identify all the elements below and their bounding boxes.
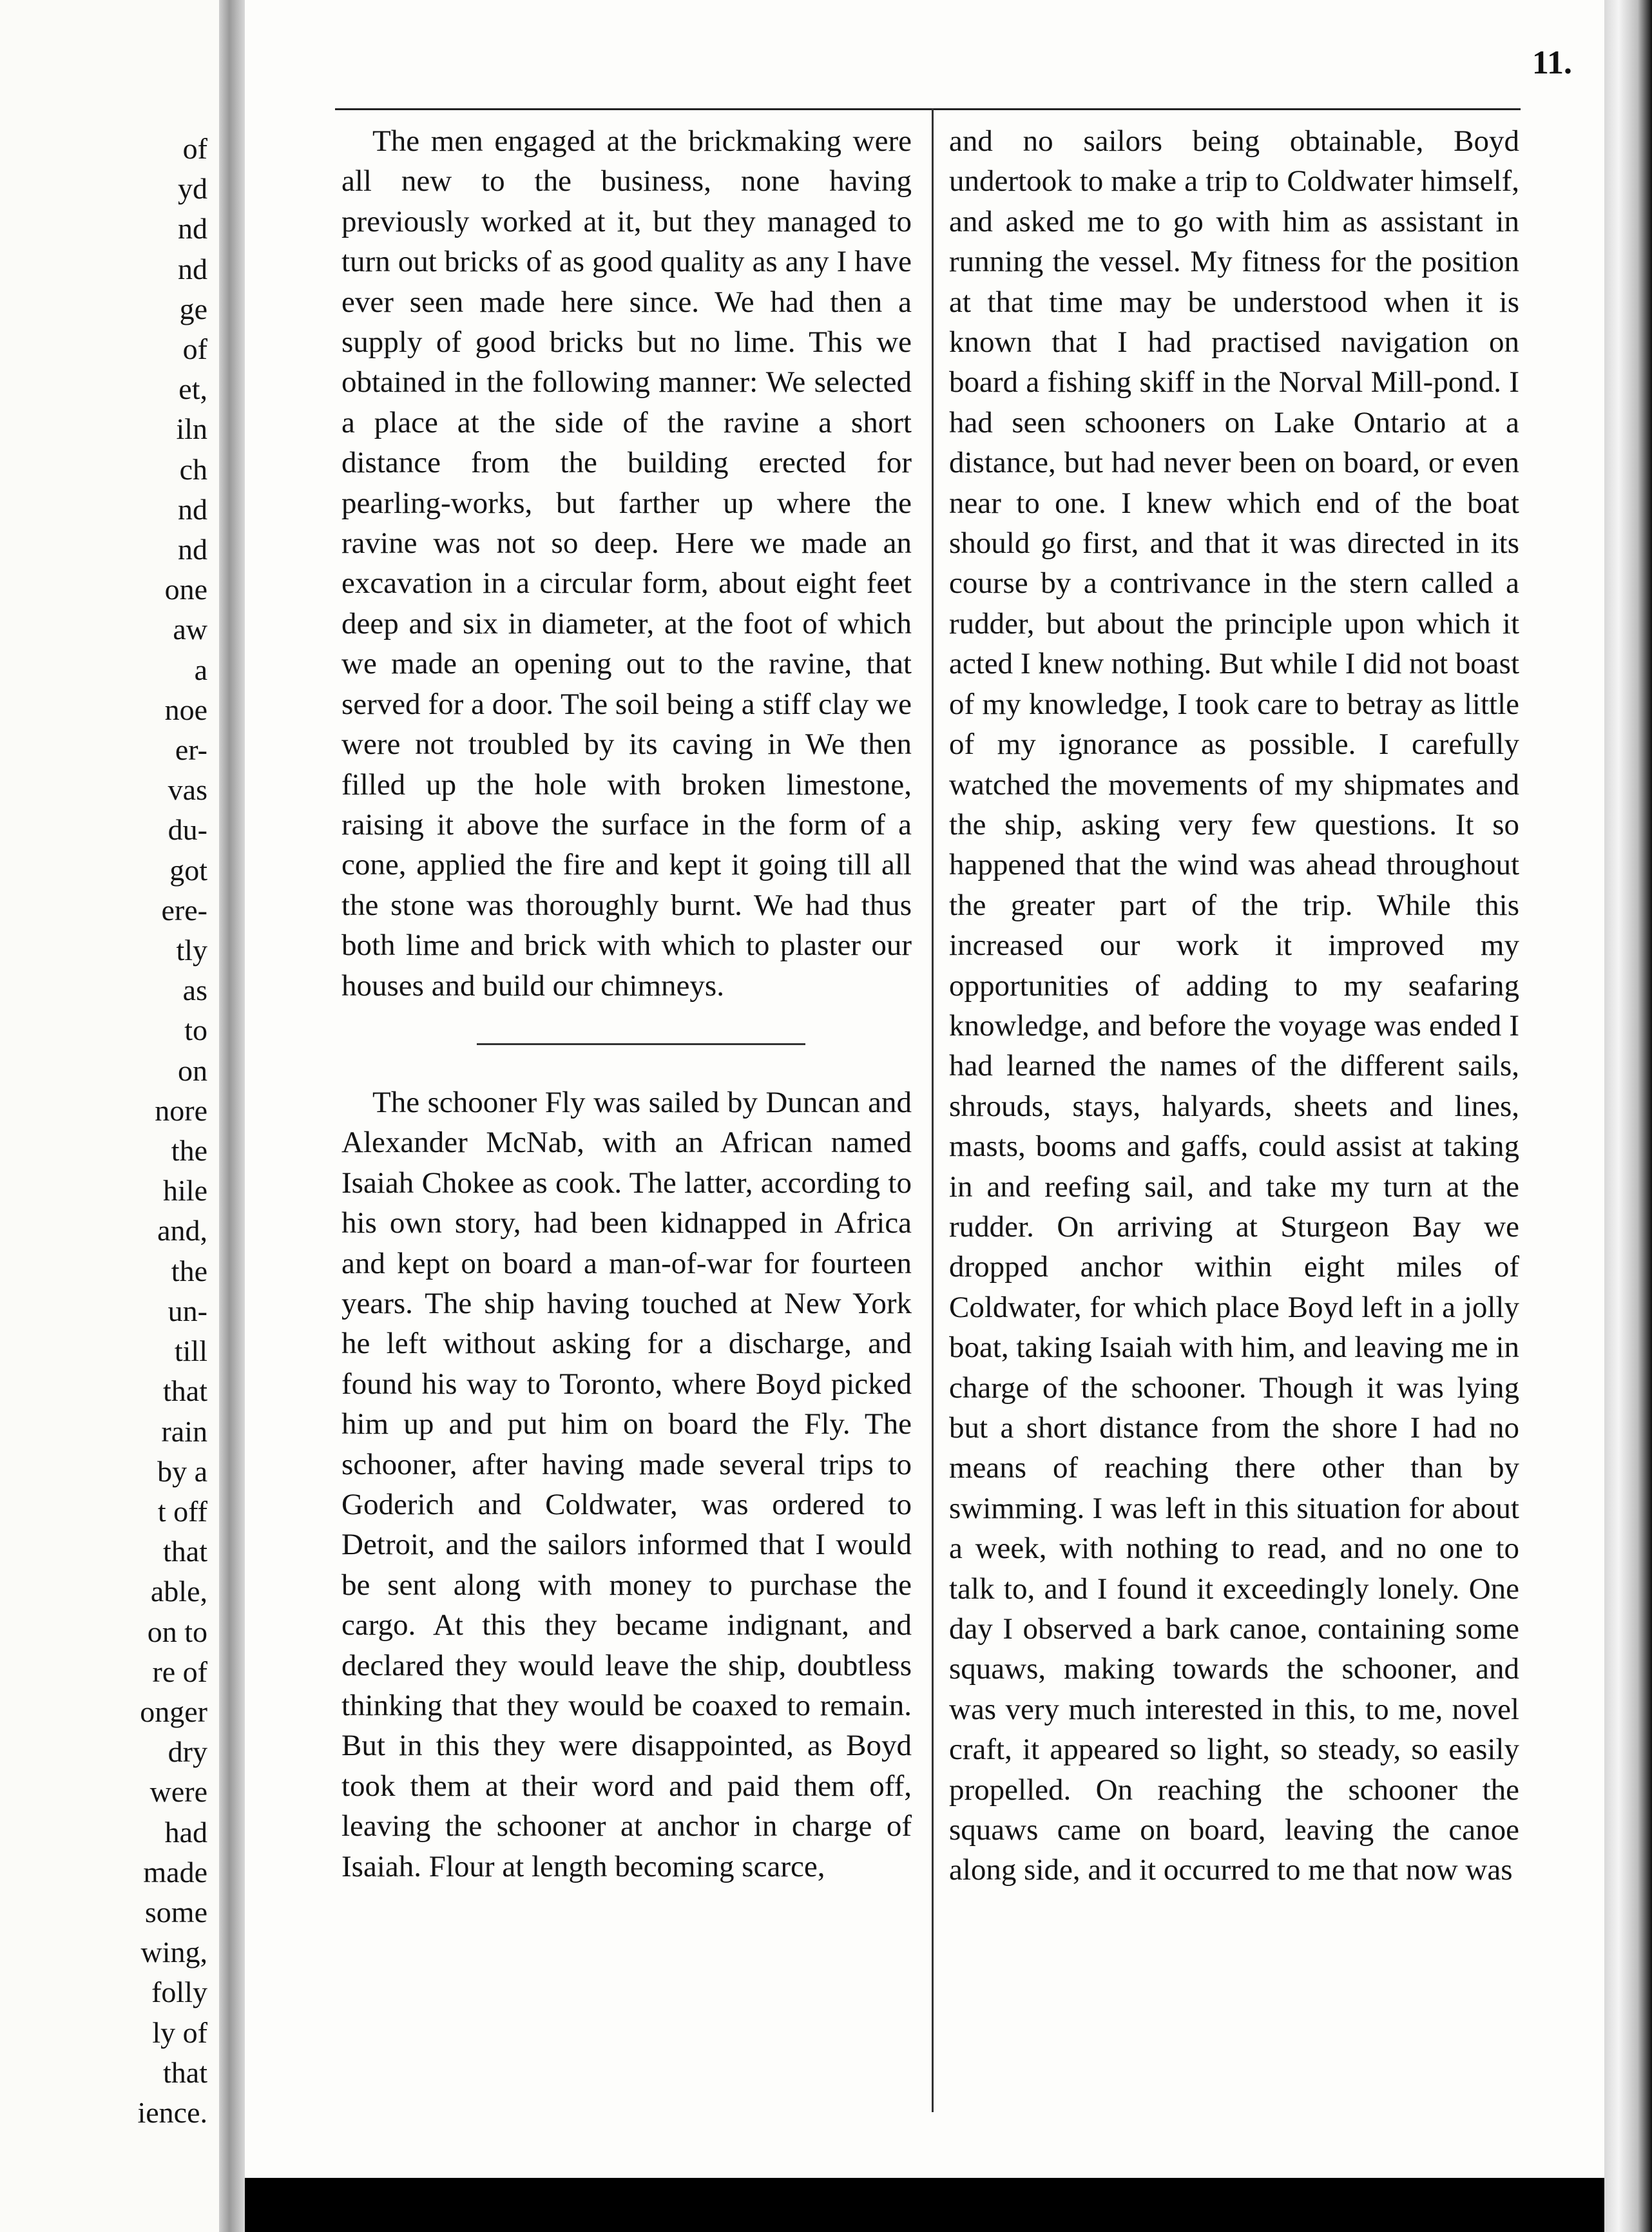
previous-page-line: noe (164, 693, 207, 726)
previous-page-line: hile (163, 1174, 207, 1207)
previous-page-line: iln (176, 412, 207, 446)
previous-page-line: of (182, 132, 207, 165)
previous-page-line: folly (151, 1976, 207, 2009)
previous-page-line: onger (140, 1695, 207, 1728)
previous-page-line: er- (175, 733, 207, 767)
previous-page-line: that (163, 1374, 207, 1408)
previous-page-line: rain (161, 1414, 207, 1448)
page-number: 11. (1532, 44, 1572, 81)
previous-page-line: the (171, 1134, 207, 1168)
left-column (341, 121, 912, 1887)
previous-page-line: aw (173, 613, 207, 646)
previous-page-line: of (182, 332, 207, 366)
previous-page-line: got (169, 853, 207, 887)
header-rule (335, 108, 1521, 110)
previous-page-line: as (182, 974, 207, 1007)
previous-page-line: yd (178, 172, 207, 206)
previous-page-line: nd (178, 252, 207, 285)
previous-page-line: and, (157, 1214, 207, 1247)
previous-page-line: ly of (152, 2016, 207, 2049)
previous-page-line: on (178, 1053, 207, 1087)
previous-page-line: some (144, 1895, 207, 1929)
previous-page-line: were (149, 1775, 207, 1809)
schooner-fly-paragraph: The schooner Fly was sailed by Duncan and Alexander McNab, with an African named Isaiah Chokee as cook. The latter, according to his own story, had been kidnapped in Africa and kept on board a man-of-war for fourteen years. The ship having touched at New York he left without asking for a discharge, and found his way to Toronto, where Boyd picked him up and put him on board the Fly. The schooner, after having made several trips to Goderich and Coldwater, was ordered to Detroit, and the sailors informed that I would be sent along with money to purchase the cargo. At this they became indignant, and declared they would leave the ship, doubtless thinking that they would be coaxed to remain. But in this they were disappointed, as Boyd took them at their word and paid them off, leaving the schooner at anchor in charge of Isaiah. Flour at length becoming scarce, (341, 1085, 912, 1883)
previous-page-line: re of (152, 1655, 207, 1688)
previous-page-line: vas (168, 773, 207, 807)
column-divider (932, 108, 934, 2112)
previous-page-line: a (194, 653, 207, 686)
previous-page-line: that (163, 2055, 207, 2089)
right-column (949, 121, 1519, 1890)
previous-page-line: et, (178, 372, 207, 406)
previous-page-line: nd (178, 212, 207, 245)
voyage-paragraph: and no sailors being obtainable, Boyd undertook to make a trip to Coldwater himself, and asked me to go with him as assistant in running the vessel. My fitness for the position at that time may be understood when it is known that I had practised navigation on board a fishing skiff in the Norval Mill-pond. I had seen schooners on Lake Ontario at a distance, but had never been on board, or even near to one. I knew which end of the boat should go first, and that it was directed in its course by a contrivance in the stern called a rudder, but about the principle upon which it acted I knew nothing. But while I did not boast of my knowledge, I took care to betray as little of my ignorance as possible. I carefully watched the movements of my shipmates and the ship, asking very few questions. It so happened that the wind was ahead throughout the greater part of the trip. While this increased our work it improved my opportunities of adding to my seafaring knowledge, and before the voyage was ended I had learned the names of the different sails, shrouds, stays, halyards, sheets and lines, masts, booms and gaffs, could assist at taking in and reefing sail, and take my turn at the rudder. On arriving at Sturgeon Bay we dropped anchor within eight miles of Coldwater, for which place Boyd left in a jolly boat, taking Isaiah with him, and leaving me in charge of the schooner. Though it was lying but a short distance from the shore I had no means of reaching there other than by swimming. I was left in this situation for about a week, with nothing to read, and no one to talk to, and I found it exceedingly lonely. One day I observed a bark canoe, containing some squaws, making towards the schooner, and was very much interested in this, to me, novel craft, it appeared so light, so steady, so easily propelled. On reaching the schooner the squaws came on board, leaving the canoe along side, and it occurred to me that now was (949, 124, 1520, 1887)
previous-page-line: nd (178, 533, 207, 566)
page-edge (1604, 0, 1652, 2232)
book-gutter (219, 0, 245, 2232)
previous-page-line: ge (179, 292, 207, 325)
previous-page-line: wing, (140, 1936, 207, 1969)
previous-page-fragment (0, 0, 219, 2232)
previous-page-line: able, (150, 1575, 207, 1608)
previous-page-line: ience. (137, 2095, 207, 2129)
previous-page-line: one (164, 573, 207, 606)
previous-page-line: nore (155, 1093, 207, 1127)
book-page (245, 0, 1604, 2178)
previous-page-line: on to (147, 1615, 207, 1648)
previous-page-line: dry (168, 1735, 207, 1769)
previous-page-line: the (171, 1254, 207, 1287)
previous-page-line: that (163, 1535, 207, 1568)
previous-page-line: t off (157, 1494, 207, 1528)
previous-page-line: till (174, 1334, 207, 1368)
previous-page-line: by a (157, 1454, 207, 1488)
section-separator (477, 1043, 805, 1045)
previous-page-line: ere- (161, 893, 207, 927)
previous-page-line: ch (179, 452, 207, 486)
previous-page-text (137, 129, 207, 2133)
brickmaking-paragraph: The men engaged at the brickmaking were all new to the business, none having previously worked at it, but they managed to turn out bricks of as good quality as any I have ever seen made here since. We had then a supply of good bricks but no lime. This we obtained in the following manner: We selected a place at the side of the ravine a short distance from the building erected for pearling-works, but farther up where the ravine was not so deep. Here we made an excavation in a circular form, about eight feet deep and six in diameter, at the foot of which we made an opening out to the ravine, that served for a door. The soil being a stiff clay we were not troubled by its caving in We then filled up the hole with broken limestone, raising it above the surface in the form of a cone, applied the fire and kept it going till all the stone was thoroughly burnt. We had thus both lime and brick with which to plaster our houses and build our chimneys. (341, 124, 912, 1003)
previous-page-line: nd (178, 492, 207, 526)
previous-page-line: du- (168, 813, 207, 847)
previous-page-line: had (164, 1815, 207, 1849)
previous-page-line: un- (168, 1294, 207, 1327)
previous-page-line: to (184, 1014, 207, 1047)
previous-page-line: tly (176, 934, 207, 967)
previous-page-line: made (143, 1855, 207, 1889)
